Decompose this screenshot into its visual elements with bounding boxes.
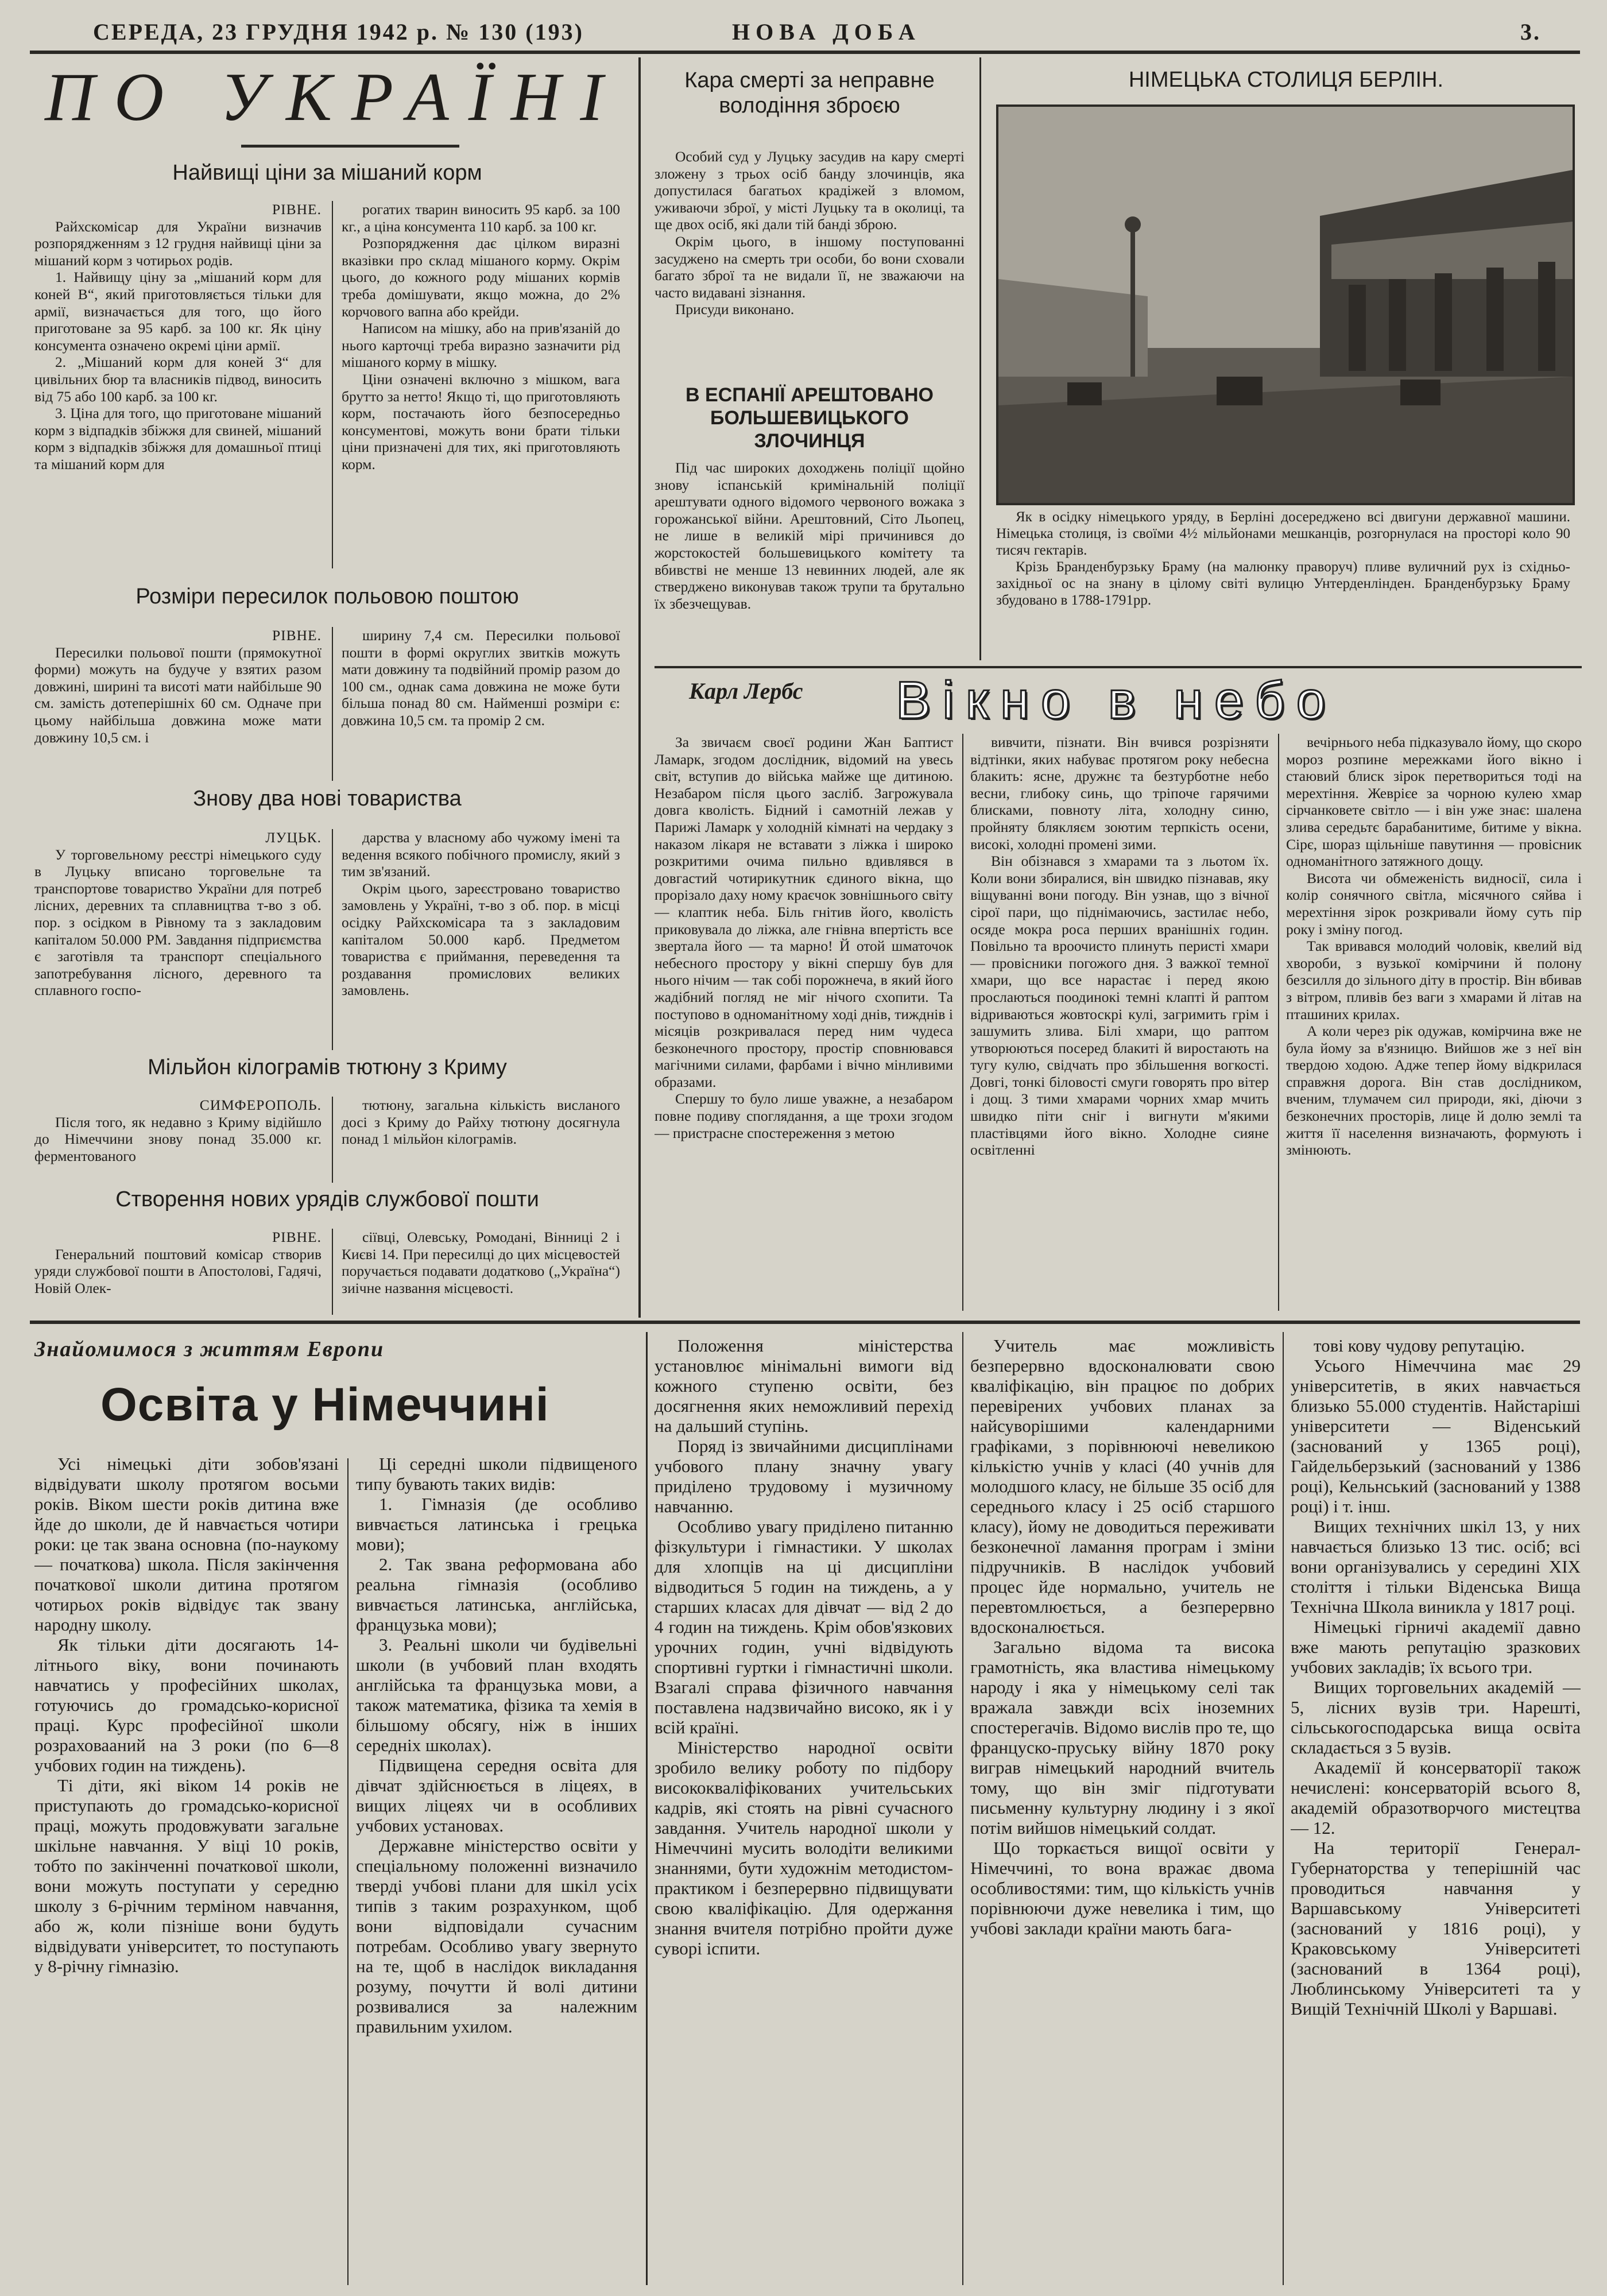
paragraph: Присуди виконано.	[675, 301, 795, 318]
paragraph: А коли через рік одужав, комірчина вже не була йому за в'язницю. Вийшов же з неї він твердою ходою. Адже тепер йому відкрилася справжня дорога. Він став дослідником, вченим, тлумачем сил природи, які, діючи з безконечних просторів, лице й долю землі та життя її населення визначають, формують і змінюють.	[1286, 1023, 1582, 1159]
paragraph: Він обізнався з хмарами та з льотом їх. Коли вони збиралися, він швидко пізнавав, яку віщуванні вони погоду. Він узнав, що з вічної сірої пари, що піднімаючись, застилає небо, осяде мокра роса перших вранішніх годин. Повільно та вроочисто плинуть перисті хмари — провісники погожого дня. З важкої темної хмари, що все нарастає і перед якою прослаються поодинокі темні клапті й раптом відриваються жовтоскрі кулі, загримить грім і зашумить злива. Білі хмари, що раптом утворюються посеред блакиті й виростають на тугу кулю, свідчать про збільшення вогкості. Довгі, тонкі біловості смуги говорять про вітер і дощ. З тими хмарами чорних хмар мчить швидко піти сніг і вигнути м'якими пластівцями його вікно. Холодне сияне освітленні	[970, 853, 1269, 1159]
caption-paragraph: Крізь Бранденбурзьку Браму (на малюнку праворуч) пливе вуличний рух із східньо-західньої ос на знану в цілому світі вулицю Унтерденлінден. Бранденбурзьку Браму збудовано в 1788-1791рр.	[996, 559, 1570, 608]
paragraph: Загально відома та висока грамотність, яка властива німецькому народу і яка у німецькому селі так вражала завжди всіх іноземних спостерегачів. Відомо вислів про те, що француско-пруську війну 1870 року виграв німецький народний вчитель тому, що він зміг підготувати письменну культурну людину і з якої потім вийшов німецький солдат.	[970, 1637, 1275, 1838]
rubric-europe: Знайомимося з життям Европи	[34, 1337, 385, 1361]
paragraph: Спершу то було лише уважне, а незабаром повне подиву споглядання, а ще трохи згодом — пристрасне спостереження з метою	[655, 1090, 953, 1141]
column-divider	[332, 1229, 333, 1315]
section-title-po-ukraini: ПО УКРАЇНІ	[45, 59, 623, 135]
sky-column-1	[655, 734, 953, 1311]
berlin-photo	[996, 104, 1575, 505]
dateline: РІВНЕ.	[272, 201, 322, 218]
paragraph: Міністерство народної освіти зробило велику роботу по підбору висококваліфікованих учительських кадрів, які стоять на рівні сучасного завдання. Учитель народної школи у Німеччині мусить володіти великими знаннями, бути художнім методистом-практиком і безперервно підвищувати свою кваліфікацію. Для одержання знання вчителя потрібно пройти дуже суворі іспити.	[655, 1737, 953, 1958]
title-underline	[241, 145, 459, 148]
paragraph: рогатих тварин виносить 95 карб. за 100 кг., а ціна консумента 110 карб. за 100 кг.	[342, 201, 620, 235]
dateline: ЛУЦЬК.	[265, 829, 322, 846]
headline-crimea-tobacco: Мільйон кілограмів тютюну з Криму	[148, 1055, 507, 1079]
paragraph: 3. Реальні школи чи будівельні школи (в учбовий план входять англійська та французька мови, а також математика, фізика та хемія в більшому обсягу, ніж в інших середніх школах).	[356, 1635, 637, 1755]
page-number: 3.	[1520, 19, 1541, 45]
paragraph: Учитель має можливість безперервно вдосконалювати свою кваліфікацію, він працює по добрих перевірених учбових планах за найсуворішими календарними графіками, з порівнюючі невеликою кількістю учнів у класі (40 учнів для молодшого класу, не більше 35 осіб для середнього класу і 25 осіб старшого класу), йому не доводиться переживати безконечної ламання програм і зміни підручників. В наслідок учбовий процес йде нормально, учитель не перевтомлюється, а безперервно вдосконалюється.	[970, 1335, 1275, 1637]
postoffices-column-1	[34, 1229, 322, 1315]
dateline: РІВНЕ.	[272, 627, 322, 644]
paragraph: ширину 7,4 см. Пересилки польової пошти в формі округлих звитків можуть мати довжину та подвійний промір разом до 100 см., однак сама довжина не може бути більша понад 80 см. Найменші розміри є: довжина 10,5 см. та промір 2 см.	[342, 627, 620, 729]
paragraph: Академії й консерваторії також нечислені: консерваторій всього 8, академій образотворчого мистецтва — 12.	[1291, 1757, 1581, 1838]
headline-new-societies: Знову два нові товариства	[193, 787, 462, 811]
paragraph: Поряд із звичайними дисциплінами учбового плану значну увагу приділено трудовому і музичному навчанню.	[655, 1436, 953, 1516]
dateline: СИМФЕРОПОЛЬ.	[199, 1097, 322, 1113]
spain-body	[655, 459, 965, 660]
education-column-5	[1291, 1335, 1581, 2292]
societies-column-1	[34, 829, 322, 1050]
masthead-rule	[30, 51, 1580, 54]
headline-service-post-offices: Створення нових урядів службової пошти	[115, 1187, 539, 1211]
issue-date-line: СЕРЕДА, 23 ГРУДНЯ 1942 р. № 130 (193)	[93, 19, 584, 45]
paragraph: Особий суд у Луцьку засудив на кару смерті зложену з трьох осіб банду злочинців, яка допустилася багатьох крадіжей з вломом, уживаючи зброї, у місті Луцьку та в околиці, та ще двох осіб, які дали тій банді зброю.	[655, 148, 965, 233]
paragraph: Під час широких доходжень поліції щойно знову іспанській кримінальній поліції арештувати одного відомого червоного вожака з горожанської війни. Арештовний, Сіто Льопец, не лише в великій мірі причинився до жорстокостей большевицького комітету та вбивстві не менше 13 невинних людей, але як стверджено виконував також трупи та брутально їх збезчещував.	[655, 459, 965, 612]
sky-article-top-rule	[655, 666, 1582, 668]
column-divider	[1278, 734, 1279, 1311]
paragraph: тютюну, загальна кількість висланого досі з Криму до Райху тютюну досягнула понад 1 мільйон кілограмів.	[342, 1097, 620, 1148]
paragraph: Ці середні школи підвищеного типу бувають таких видів:	[356, 1454, 637, 1494]
paragraph: Німецькі гірничі академії давно вже мають репутацію зразкових учбових закладів; їх всього три.	[1291, 1617, 1581, 1677]
tobacco-column-1	[34, 1097, 322, 1183]
column-divider	[962, 734, 963, 1311]
newspaper-name: НОВА ДОБА	[732, 19, 921, 45]
paragraph: Після того, як недавно з Криму відійшло до Німеччини знову понад 35.000 кг. ферментованого	[34, 1113, 322, 1164]
societies-column-2	[342, 829, 620, 1050]
education-column-4	[970, 1335, 1275, 2292]
column-divider	[646, 1332, 648, 2285]
paragraph: 3. Ціна для того, що приготоване мішаний корм з відпадків збіжжя для свиней, мішаний корм з відпадків збіжжя для домашньої птиці та мішаний корм для	[34, 405, 322, 473]
paragraph: Ті діти, які віком 14 років не приступають до громадсько-корисної праці, можуть продовжувати загальне шкільне навчання. У віці 10 років, тобто по закінченні початкової школи, вони можуть поступати у середню школу з 6-річним терміном навчання, або ж, коли пізніше вони будуть відвідувати університет, то поступають у 8-річну гімназію.	[34, 1775, 339, 1976]
education-title: Освіта у Німеччині	[100, 1379, 549, 1431]
postoffices-column-2	[342, 1229, 620, 1315]
tobacco-column-2	[342, 1097, 620, 1183]
column-divider	[962, 1332, 963, 2285]
paragraph: Окрім цього, в іншому поступованні засуджено на смерть три особи, бо вони сховали багато зброї та не видали її, не зважаючи на часто видавані зізнання.	[655, 233, 965, 301]
paragraph: Ціни означені включно з мішком, вага брутто за нетто! Якщо ті, що приготовляють корм, постачають його безпосередньо консументові, можуть вони брати тільки ціни призначені для тих, які приготовляють корм.	[342, 370, 620, 473]
headline-spain-arrest: В ЕСПАНІЇ АРЕШТОВАНО БОЛЬШЕВИЦЬКОГО ЗЛОЧИНЦЯ	[686, 384, 934, 452]
paragraph: 1. Гімназія (де особливо вивчається латинська і грецька мови);	[356, 1494, 637, 1554]
sky-article-title: Вікно в небо	[896, 671, 1337, 730]
paragraph: сіївці, Олевську, Ромодані, Вінниці 2 і Києві 14. При пересилці до цих місцевостей поручається подавати додатково („Україна“) зиічне названня місцевості.	[342, 1229, 620, 1296]
paragraph: Так вривався молодий чоловік, квелий від хвороби, з вузької комірчини й полону безсилля до зільного діту в простір. Він вбивав з вітром, пливів без ваги з хмарами й літав на пташиних крилах.	[1286, 938, 1582, 1023]
paragraph: Вищих технічних шкіл 13, у них навчається близько 13 тис. осіб; всі вони організувались у середині XIX століття і тільки Віденська Вища Технічна Школа виникла у 1817 році.	[1291, 1516, 1581, 1617]
paragraph: Державне міністерство освіти у спеціальному положенні визначило тверді учбові плани для шкіл усіх типів з таким розрахунком, щоб вони відповідали сучасним потребам. Особливо увагу звернуто на те, щоб в наслідок викладання розуму, почутти й волі дитини розвивалися за належним правильним ухилом.	[356, 1836, 637, 2036]
paragraph: Вищих торговельних академій — 5, лісних вузів три. Нарешті, сільськогосподарська вища освіта складається з 5 вузів.	[1291, 1677, 1581, 1757]
paragraph: Генеральний поштовий комісар створив уряди службової пошти в Апостолові, Гадячі, Новій Олек-	[34, 1245, 322, 1296]
sky-column-3	[1286, 734, 1582, 1311]
paragraph: 1. Найвищу ціну за „мішаний корм для коней В“, який приготовляється тільки для армії, визначається для того, що його приготоване за 95 карб. за 100 кг. Як ціну консумента означено окремі ціни армії.	[34, 269, 322, 354]
headline-feed-prices: Найвищі ціни за мішаний корм	[172, 161, 482, 185]
paragraph: тові кову чудову репутацію.	[1314, 1335, 1525, 1356]
paragraph: дарства у власному або чужому імені та ведення всякого побічного промислу, який з тим зв'язаний.	[342, 829, 620, 880]
education-column-2	[356, 1454, 637, 2292]
column-divider	[347, 1458, 348, 2285]
paragraph: вечірнього неба підказувало йому, що скоро мороз розпине мережками його вікно і стаювий блиск зірок перетвориться тоді на мерехтіння. Жеврієе за чорною кулею хмар сірчанковете світло — і він уже знає: шалена злива середьтє барабанитиме, битиме у вікна. Сірє, шораз щільніше павутиння — провісник одноманітного затяжного дощу.	[1286, 734, 1582, 870]
paragraph: Написом на мішку, або на прив'язаній до нього карточці треба виразно зазначити рід мішаного корму в мішку.	[342, 320, 620, 371]
berlin-caption	[996, 509, 1570, 658]
caption-paragraph: Як в осідку німецького уряду, в Берліні досереджено всі двигуни державної машини. Німецька столиця, із своїми 4½ мільйонами мешканців, розгорнулася на просторі коло 90 тисяч гектарів.	[996, 509, 1570, 558]
paragraph: Усі німецькі діти зобов'язані відвідувати школу протягом восьми років. Віком шести років дитина вже йде до школи, де й навчається чотири роки: це так звана основна (по-наукому — початкова) школа. Після закінчення початкової школи дитина протягом чотирьох років відвідує так звану народну школу.	[34, 1454, 339, 1635]
paragraph: Що торкається вищої освіти у Німеччині, то вона вражає двома особливостями: тим, що кількість учнів порівнюючи дуже невелика і тим, що учбові заклади країни мають бага-	[970, 1838, 1275, 1938]
dateline: РІВНЕ.	[272, 1229, 322, 1245]
paragraph: 2. „Мішаний корм для коней З“ для цивільних бюр та власників підвод, виносить від 75 або 100 карб. за 100 кг.	[34, 354, 322, 405]
paragraph: Окрім цього, зареєстровано товариство замовлень у Україні, т-во з об. пор. в місці осідку Райхскомісара та з закладовим капіталом 50.000 карб. Предметом товариства є приймання, переведення та роздавання промислових великих замовлень.	[342, 880, 620, 999]
feed-column-2	[342, 201, 620, 557]
paragraph: Як тільки діти досягають 14-літнього віку, вони починають навчатись у професійних школах, готуючись до громадсько-корисної праці. Курс професійної школи розраховааний на 3 роки (по 6—8 учбових годин на тиждень).	[34, 1635, 339, 1775]
education-column-3	[655, 1335, 953, 2292]
paragraph: Підвищена середня освіта для дівчат здійснюється в ліцеях, в вищих ліцеях чи в особливих учбових установах.	[356, 1755, 637, 1836]
headline-death-penalty: Кара смерті за неправне володіння зброєю	[684, 68, 935, 118]
column-divider	[332, 627, 333, 781]
paragraph: За звичаєм своєї родини Жан Баптист Ламарк, згодом дослідник, відомий на увесь світ, вступив до війська майже ще дитиною. Незабаром після цього засліб. Загрожувала довга кволість. Бідний і самотній лежав у Парижі Ламарк у холодній кімнаті на чердаку з наказом лікаря не вставати з ліжка і широко розкритими очима пильно вдивлявся в довгастий чотирикутник єдиного вікна, що прорізало даху ному краєчок зовнішнього світу — клаптик неба. Біль гнітив його, кволість приковувала до ліжка, але гнівна впертість все звертала його — та марно! Й отой шматочок небесного простору у вікні спершу був для нього нічим — так собі порожнеча, в який його жадібний погляд не міг нічого схопити. Та поступово в одноманітному ході днів, тижднів і місяців розкривалася перед ним чудеса безконечного простору, простір сповнювався магічними силами, фарбами і вічно мінливими образами.	[655, 734, 953, 1090]
paragraph: Висота чи обмеженість видносії, сила і колір сонячного світла, місячного сяйва і мерехтіння зірок розкривали йому суть пір року і зміну погод.	[1286, 869, 1582, 938]
paragraph: вивчити, пізнати. Він вчився розрізняти відтінки, яких набуває протягом року небесна блакить: ясне, дружнє та безтурботне небо весни, глибоку синь, що тріпоче гарячими блисками, повноту літа, холодну синю, пройняту блякляєм зоютим терпкість осени, високі, холодні промені зими.	[970, 734, 1269, 853]
paragraph: Положення міністерства установлює мінімальні вимоги від кожного ступеню освіти, без досягнення яких неможливий перехід на дальший ступінь.	[655, 1335, 953, 1436]
column-divider	[332, 1097, 333, 1183]
death-penalty-body	[655, 148, 965, 372]
feed-column-1	[34, 201, 322, 557]
paragraph: Особливо увагу приділено питанню фізкультури і гімнастики. У школах для хлопців на ці дисципліни відводиться 5 годин на тиждень, а у старших класах для дівчат — від 2 до 4 годин на тиждень. Крім обов'язкових урочних годин, учні відвідують спортивні гуртки і гімнастичні школи. Взагалі справа фізичного навчання поставлена надзвичайно високо, як і у всій країні.	[655, 1516, 953, 1737]
headline-field-post: Розміри пересилок польовою поштою	[135, 584, 519, 609]
berlin-street-image	[998, 107, 1573, 503]
paragraph: Райхскомісар для України визначив розпорядженням з 12 грудня найвищі ціни за мішаний корм з чотирьох родів.	[34, 218, 322, 269]
paragraph: У торговельному реєстрі німецького суду в Луцьку вписано торговельне та транспортове товариство України для потреб лісних, деревних та сплавництва т-во з об. пор. з осідком в Рівному та з закладовим капіталом 50.000 РМ. Завдання підприємства є заготівля та транспорт спеціального запотребування лісного, деревного та сплавного госпо-	[34, 846, 322, 999]
column-divider	[979, 57, 981, 660]
paragraph: Пересилки польової пошти (прямокутної форми) можуть на будуче у взятих разом довжині, ширині та висоті мати найбільше 90 см. замість дотеперішніх 60 см. Одначе при цьому найбільша довжина може мати довжину 10,5 см. і	[34, 644, 322, 746]
sky-column-2	[970, 734, 1269, 1311]
paragraph: Усього Німеччина має 29 університетів, в яких навчається близько 55.000 студентів. Найстаріші університети — Віденський (заснований у 1365 році), Гайдельберзький (заснований у 1386 році), Кельнський (заснований у 1388 році) і т. інш.	[1291, 1356, 1581, 1516]
page-half-divider	[30, 1321, 1580, 1324]
headline-berlin: НІМЕЦЬКА СТОЛИЦЯ БЕРЛІН.	[1128, 68, 1444, 92]
column-divider	[332, 201, 333, 568]
column-divider	[1283, 1332, 1284, 2285]
author-karl-lerbs: Карл Лербс	[689, 678, 803, 704]
paragraph: 2. Так звана реформована або реальна гімназія (особливо вивчається латинська, англійська, французька мови);	[356, 1554, 637, 1635]
post-column-1	[34, 627, 322, 782]
section-divider	[638, 57, 641, 1318]
paragraph: На території Генерал-Губернаторства у теперішній час проводиться навчання у Варшавському Університеті (заснований у 1816 році), у Краковському Університеті (заснований в 1364 році), Люблинському Університеті та у Вищій Технічній Школі у Варшаві.	[1291, 1838, 1581, 2019]
paragraph: Розпорядження дає цілком виразні вказівки про склад мішаного корму. Окрім цього, до кожного роду мішаних кормів треба домішувати, якщо можна, до 2% корчового вапна або крейди.	[342, 235, 620, 320]
education-column-1	[34, 1454, 339, 2292]
post-column-2	[342, 627, 620, 782]
column-divider	[332, 829, 333, 1050]
